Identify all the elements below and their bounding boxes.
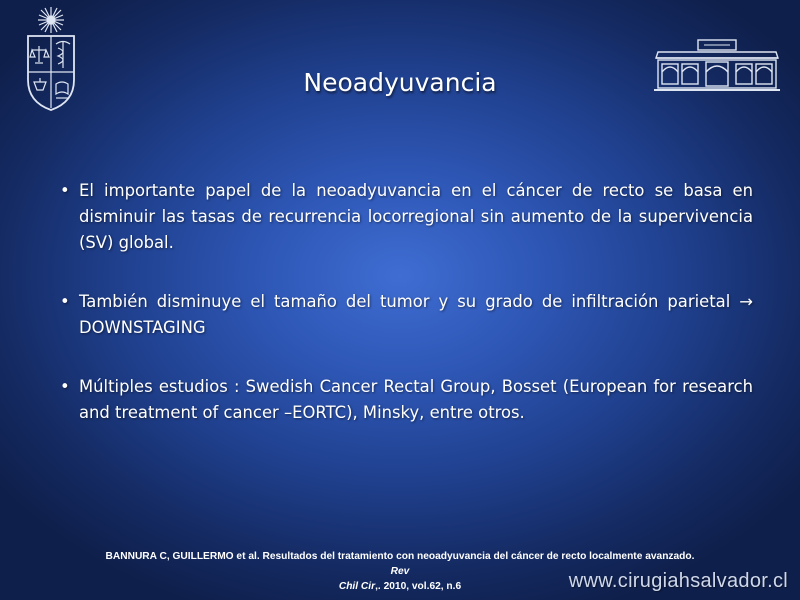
bullet-item: • El importante papel de la neoadyuvancia en el cáncer de recto se basa en disminuir las tasas de recurrencia locorregional sin aumento de la supervivencia (SV) global. bbox=[60, 178, 753, 256]
citation-journal: Chil Cir bbox=[338, 581, 376, 592]
bullet-list bbox=[60, 178, 753, 459]
citation-details: ,. 2010, vol.62, n.6 bbox=[375, 581, 462, 592]
website-url: www.cirugiahsalvador.cl bbox=[568, 570, 788, 592]
slide-title: Neoadyuvancia bbox=[303, 68, 497, 97]
citation-text: BANNURA C, GUILLERMO et al. Resultados del tratamiento con neoadyuvancia del cáncer de recto localmente avanzado. bbox=[105, 551, 695, 562]
bullet-item: • También disminuye el tamaño del tumor y su grado de infiltración parietal → DOWNSTAGING bbox=[60, 289, 753, 341]
bullet-item: • Múltiples estudios : Swedish Cancer Rectal Group, Bosset (European for research and treatment of cancer –EORTC), Minsky, entre otros. bbox=[60, 374, 753, 426]
citation-journal: Rev bbox=[390, 566, 410, 577]
